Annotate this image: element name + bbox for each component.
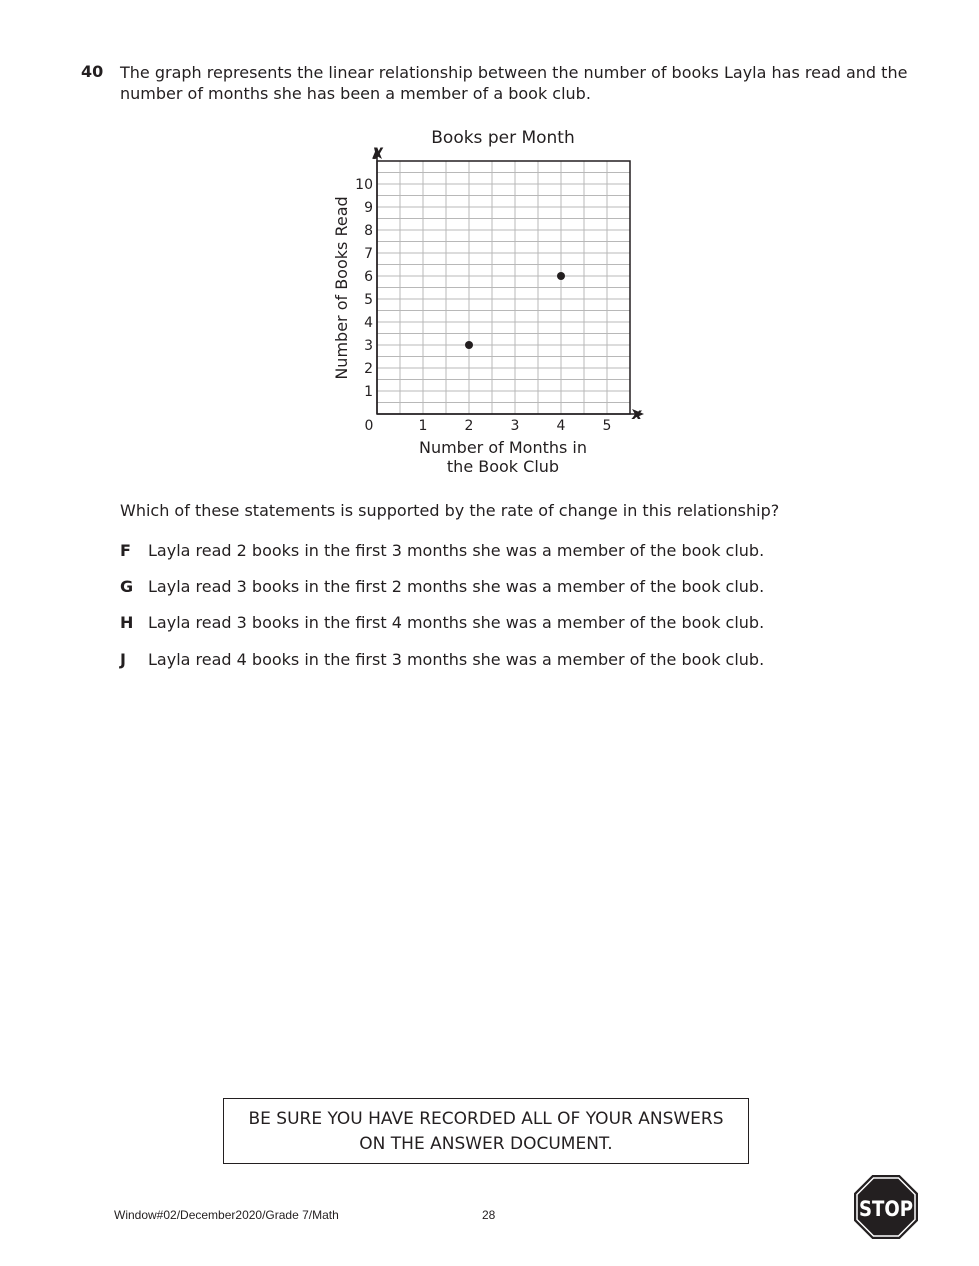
page-number: 28 (482, 1208, 496, 1222)
answer-reminder-box (223, 1098, 749, 1164)
choice-h[interactable] (120, 613, 764, 632)
x-axis-label-line2: the Book Club (446, 457, 560, 476)
stop-sign-text: STOP (859, 1197, 913, 1221)
choice-text: Layla read 3 books in the first 2 months she was a member of the book club. (148, 577, 765, 596)
y-tick-label: 6 (364, 269, 373, 285)
choice-f[interactable] (120, 541, 764, 560)
y-axis-letter: y (373, 142, 383, 160)
choice-letter: H (120, 613, 134, 632)
stop-sign-icon (853, 1174, 919, 1240)
y-tick-label: 10 (355, 177, 373, 193)
y-tick-label: 9 (364, 200, 373, 216)
reminder-line2: ON THE ANSWER DOCUMENT. (359, 1134, 613, 1154)
question-number: 40 (81, 62, 104, 81)
choice-text: Layla read 3 books in the first 4 months she was a member of the book club. (148, 613, 765, 632)
x-axis-label-line1: Number of Months in (418, 438, 588, 457)
choice-text: Layla read 2 books in the first 3 months she was a member of the book club. (148, 541, 765, 560)
y-tick-label: 5 (364, 292, 373, 308)
x-tick-label: 3 (510, 418, 520, 434)
x-tick-label: 4 (556, 418, 566, 434)
choice-letter: G (120, 577, 134, 596)
x-tick-label: 1 (418, 418, 428, 434)
chart-axes (372, 147, 644, 419)
data-point (557, 272, 565, 280)
origin-label: 0 (364, 418, 374, 434)
choice-letter: F (120, 541, 131, 560)
footer-source: Window#02/December2020/Grade 7/Math (114, 1208, 339, 1222)
data-point (465, 341, 473, 349)
choice-g[interactable] (120, 577, 764, 596)
books-per-month-chart (320, 118, 660, 488)
x-tick-label: 5 (602, 418, 612, 434)
y-axis-label: Number of Books Read (332, 196, 351, 380)
reminder-line1: BE SURE YOU HAVE RECORDED ALL OF YOUR ANSWERS (248, 1109, 724, 1129)
y-tick-label: 7 (364, 246, 373, 262)
x-axis-letter: x (632, 405, 642, 423)
y-tick-label: 3 (364, 338, 373, 354)
question-text: The graph represents the linear relationship between the number of books Layla has read and the number of months she has been a member of a book club. (120, 63, 908, 103)
choice-letter: J (120, 650, 126, 669)
choice-text: Layla read 4 books in the first 3 months she was a member of the book club. (148, 650, 765, 669)
chart-grid (377, 161, 630, 414)
chart-title: Books per Month (431, 128, 575, 148)
y-tick-label: 2 (364, 361, 373, 377)
x-tick-label: 2 (464, 418, 474, 434)
choice-j[interactable] (120, 650, 764, 669)
y-tick-label: 1 (364, 384, 373, 400)
chart-ticks (355, 177, 611, 434)
y-tick-label: 8 (364, 223, 373, 239)
question-prompt: Which of these statements is supported by the rate of change in this relationship? (120, 501, 780, 520)
y-tick-label: 4 (364, 315, 373, 331)
